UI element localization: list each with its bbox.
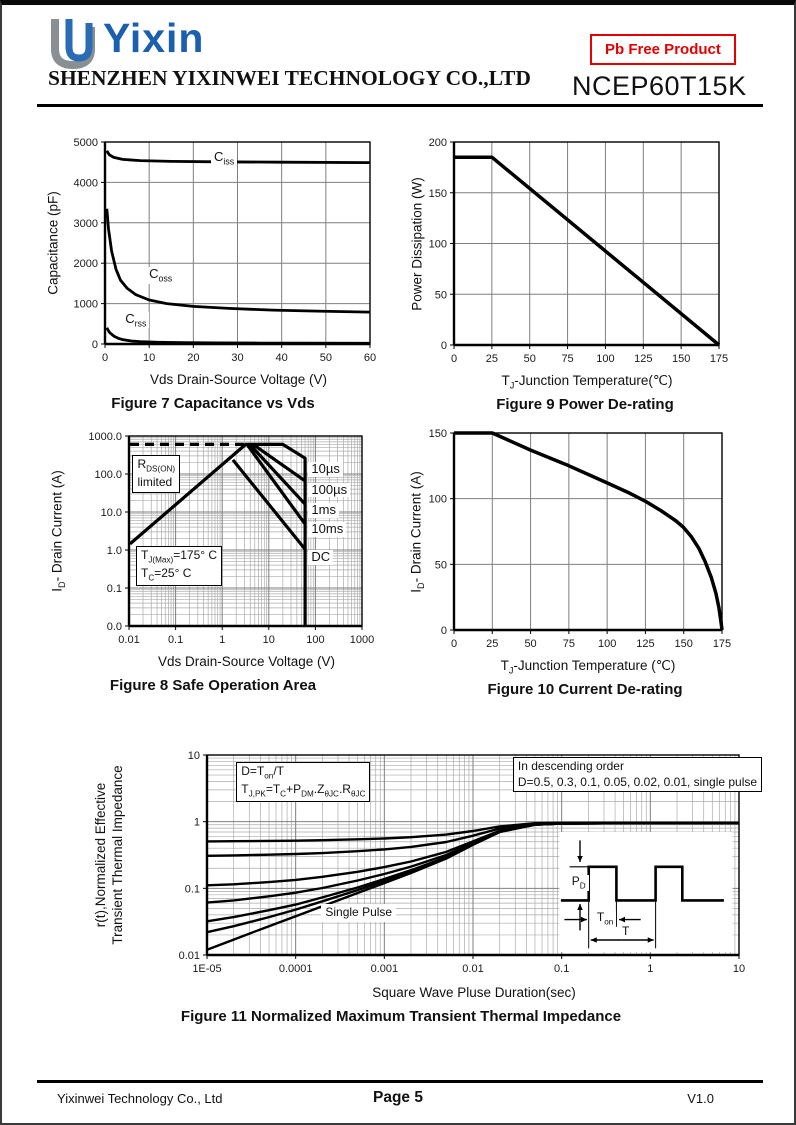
company-logo [48,17,204,73]
footer-page-number: Page 5 [373,1089,423,1106]
svg-text:5000: 5000 [73,137,98,149]
svg-text:100: 100 [428,238,447,251]
svg-text:0.01: 0.01 [178,950,200,962]
svg-text:1: 1 [219,634,226,646]
svg-text:4000: 4000 [73,177,98,190]
company-name: SHENZHEN YIXINWEI TECHNOLOGY CO.,LTD [48,66,531,90]
figure8-soa-chart [37,418,389,694]
svg-text:1: 1 [647,963,654,975]
x-axis-label: $T_J$-Junction Temperature (℃) [500,658,676,676]
chart-canvas [402,418,768,656]
y-axis-label: Capacitance (pF) [45,191,61,295]
figure11-caption: Figure 11 Normalized Maximum Transient Thermal Impedance [180,1008,622,1025]
logo-text: Yixin [103,15,205,61]
svg-text:125: 125 [634,353,653,365]
curve-label: 100µs [308,483,350,498]
annotation: Single Pulse [321,904,396,922]
logo-u-icon [48,17,100,73]
curve-label: $C_{iss}$ [211,150,237,167]
annotation: In descending order D=0.5, 0.3, 0.1, 0.05, 0.02, 0.01, single pulse [513,757,762,792]
figure7-plot [37,128,389,392]
svg-text:50: 50 [319,352,332,364]
svg-text:100: 100 [597,638,617,650]
svg-text:20: 20 [187,352,200,364]
svg-text:75: 75 [562,638,575,650]
header-divider [37,104,763,107]
svg-text:175: 175 [712,638,732,650]
footer-version: V1.0 [687,1091,714,1106]
x-axis-label: $T_J$-Junction Temperature(℃) [501,373,673,391]
x-axis-label: Vds Drain-Source Voltage (V) [149,372,328,387]
curve-label: $C_{rss}$ [122,312,149,329]
svg-text:1000: 1000 [349,634,375,646]
svg-text:25: 25 [485,353,498,365]
svg-text:75: 75 [561,353,574,365]
svg-text:0: 0 [440,340,447,352]
series-Crss [107,328,370,344]
svg-text:0: 0 [91,339,98,351]
svg-text:50: 50 [523,353,536,365]
svg-text:50: 50 [524,638,537,650]
figure9-caption: Figure 9 Power De-rating [496,396,674,413]
inset-label: $T_{on}$ [594,911,616,927]
svg-text:0: 0 [450,638,458,650]
svg-text:200: 200 [428,137,447,149]
svg-text:0: 0 [101,352,109,364]
series-power_derating [454,157,719,345]
figure9-power-derating-chart [402,128,768,413]
svg-text:60: 60 [363,352,377,364]
svg-text:0.001: 0.001 [370,963,399,975]
figure11-thermal-impedance-chart [37,738,765,1025]
svg-text:100.0: 100.0 [94,469,122,481]
svg-text:100: 100 [428,493,447,506]
svg-text:1000: 1000 [73,298,98,311]
figure8-plot [37,418,389,674]
annotation: $T_{J(Max)}=175^\circ$ C $T_C=25^\circ$ C [136,546,222,586]
svg-text:30: 30 [231,352,244,364]
svg-text:0.1: 0.1 [554,963,570,975]
chart-canvas [402,128,767,371]
footer-company: Yixinwei Technology Co., Ltd [57,1091,223,1106]
figure7-capacitance-chart [37,128,389,412]
figure10-plot [402,418,768,678]
svg-text:150: 150 [671,353,691,365]
curve-label: DC [308,550,333,565]
svg-text:50: 50 [434,559,447,572]
curve-label: 10ms [308,522,346,537]
svg-text:3000: 3000 [73,217,98,230]
figure10-current-derating-chart [402,418,768,698]
svg-text:1E-05: 1E-05 [192,963,222,975]
svg-text:10: 10 [732,963,746,975]
annotation: $R_{DS(ON)}$ limited [132,455,180,493]
svg-text:25: 25 [486,638,499,650]
svg-text:50: 50 [434,289,447,302]
series-current_derating [454,433,722,630]
svg-text:10: 10 [262,634,275,646]
figure8-caption: Figure 8 Safe Operation Area [109,677,317,694]
figure11-plot [37,738,765,1005]
svg-text:0: 0 [450,353,458,365]
svg-text:1: 1 [193,816,200,829]
svg-text:0.1: 0.1 [106,583,122,595]
y-axis-label: $I_D-$ Drain Current (A) [408,470,427,593]
svg-text:125: 125 [636,638,655,650]
svg-text:0.0001: 0.0001 [278,963,313,975]
footer-divider [37,1080,763,1083]
x-axis-label: Square Wave Pluse Duration(sec) [372,985,576,1000]
figure9-plot [402,128,768,393]
curve-label: 1ms [308,503,339,518]
x-axis-label: Vds Drain-Source Voltage (V) [157,654,336,669]
annotation: $D=T_{on}/T$ $T_{J,PK}=T_C+P_{DM}.Z_{\theta JC}.R_{\theta JC}$ [236,762,370,802]
svg-text:150: 150 [428,187,447,200]
svg-text:0.1: 0.1 [167,634,184,646]
svg-text:2000: 2000 [73,258,98,271]
y-axis-label: $I_D-$ Drain Current (A) [49,470,68,592]
inset-label: T [619,925,632,939]
pb-free-badge: Pb Free Product [590,34,736,65]
svg-text:175: 175 [709,353,729,365]
y-axis-label: r(t),Normalized Effective Transient Thermal Impedance [93,765,125,945]
figure10-caption: Figure 10 Current De-rating [487,681,683,698]
curve-label: 10µs [308,462,342,477]
svg-text:10: 10 [143,352,156,364]
inset-label: $P_D$ [569,875,589,891]
part-number: NCEP60T15K [572,71,747,101]
svg-text:1000.0: 1000.0 [88,431,122,443]
y-axis-label: Power Dissipation (W) [409,176,425,311]
series-Coss [107,209,370,312]
svg-text:1.0: 1.0 [106,545,122,557]
svg-text:0.01: 0.01 [118,634,140,646]
svg-text:100: 100 [596,353,615,365]
svg-text:150: 150 [674,638,693,650]
figure7-caption: Figure 7 Capacitance vs Vds [111,395,315,412]
curve-label: $C_{oss}$ [146,267,175,284]
svg-text:0.1: 0.1 [184,883,200,896]
svg-text:10: 10 [187,750,200,762]
svg-text:100: 100 [306,634,325,646]
svg-text:0: 0 [440,625,447,637]
svg-text:10.0: 10.0 [100,507,122,519]
svg-text:0.01: 0.01 [462,963,484,975]
series-Ciss [107,151,370,163]
svg-text:0.0: 0.0 [106,621,122,633]
svg-text:40: 40 [275,352,288,364]
svg-text:150: 150 [428,428,447,440]
